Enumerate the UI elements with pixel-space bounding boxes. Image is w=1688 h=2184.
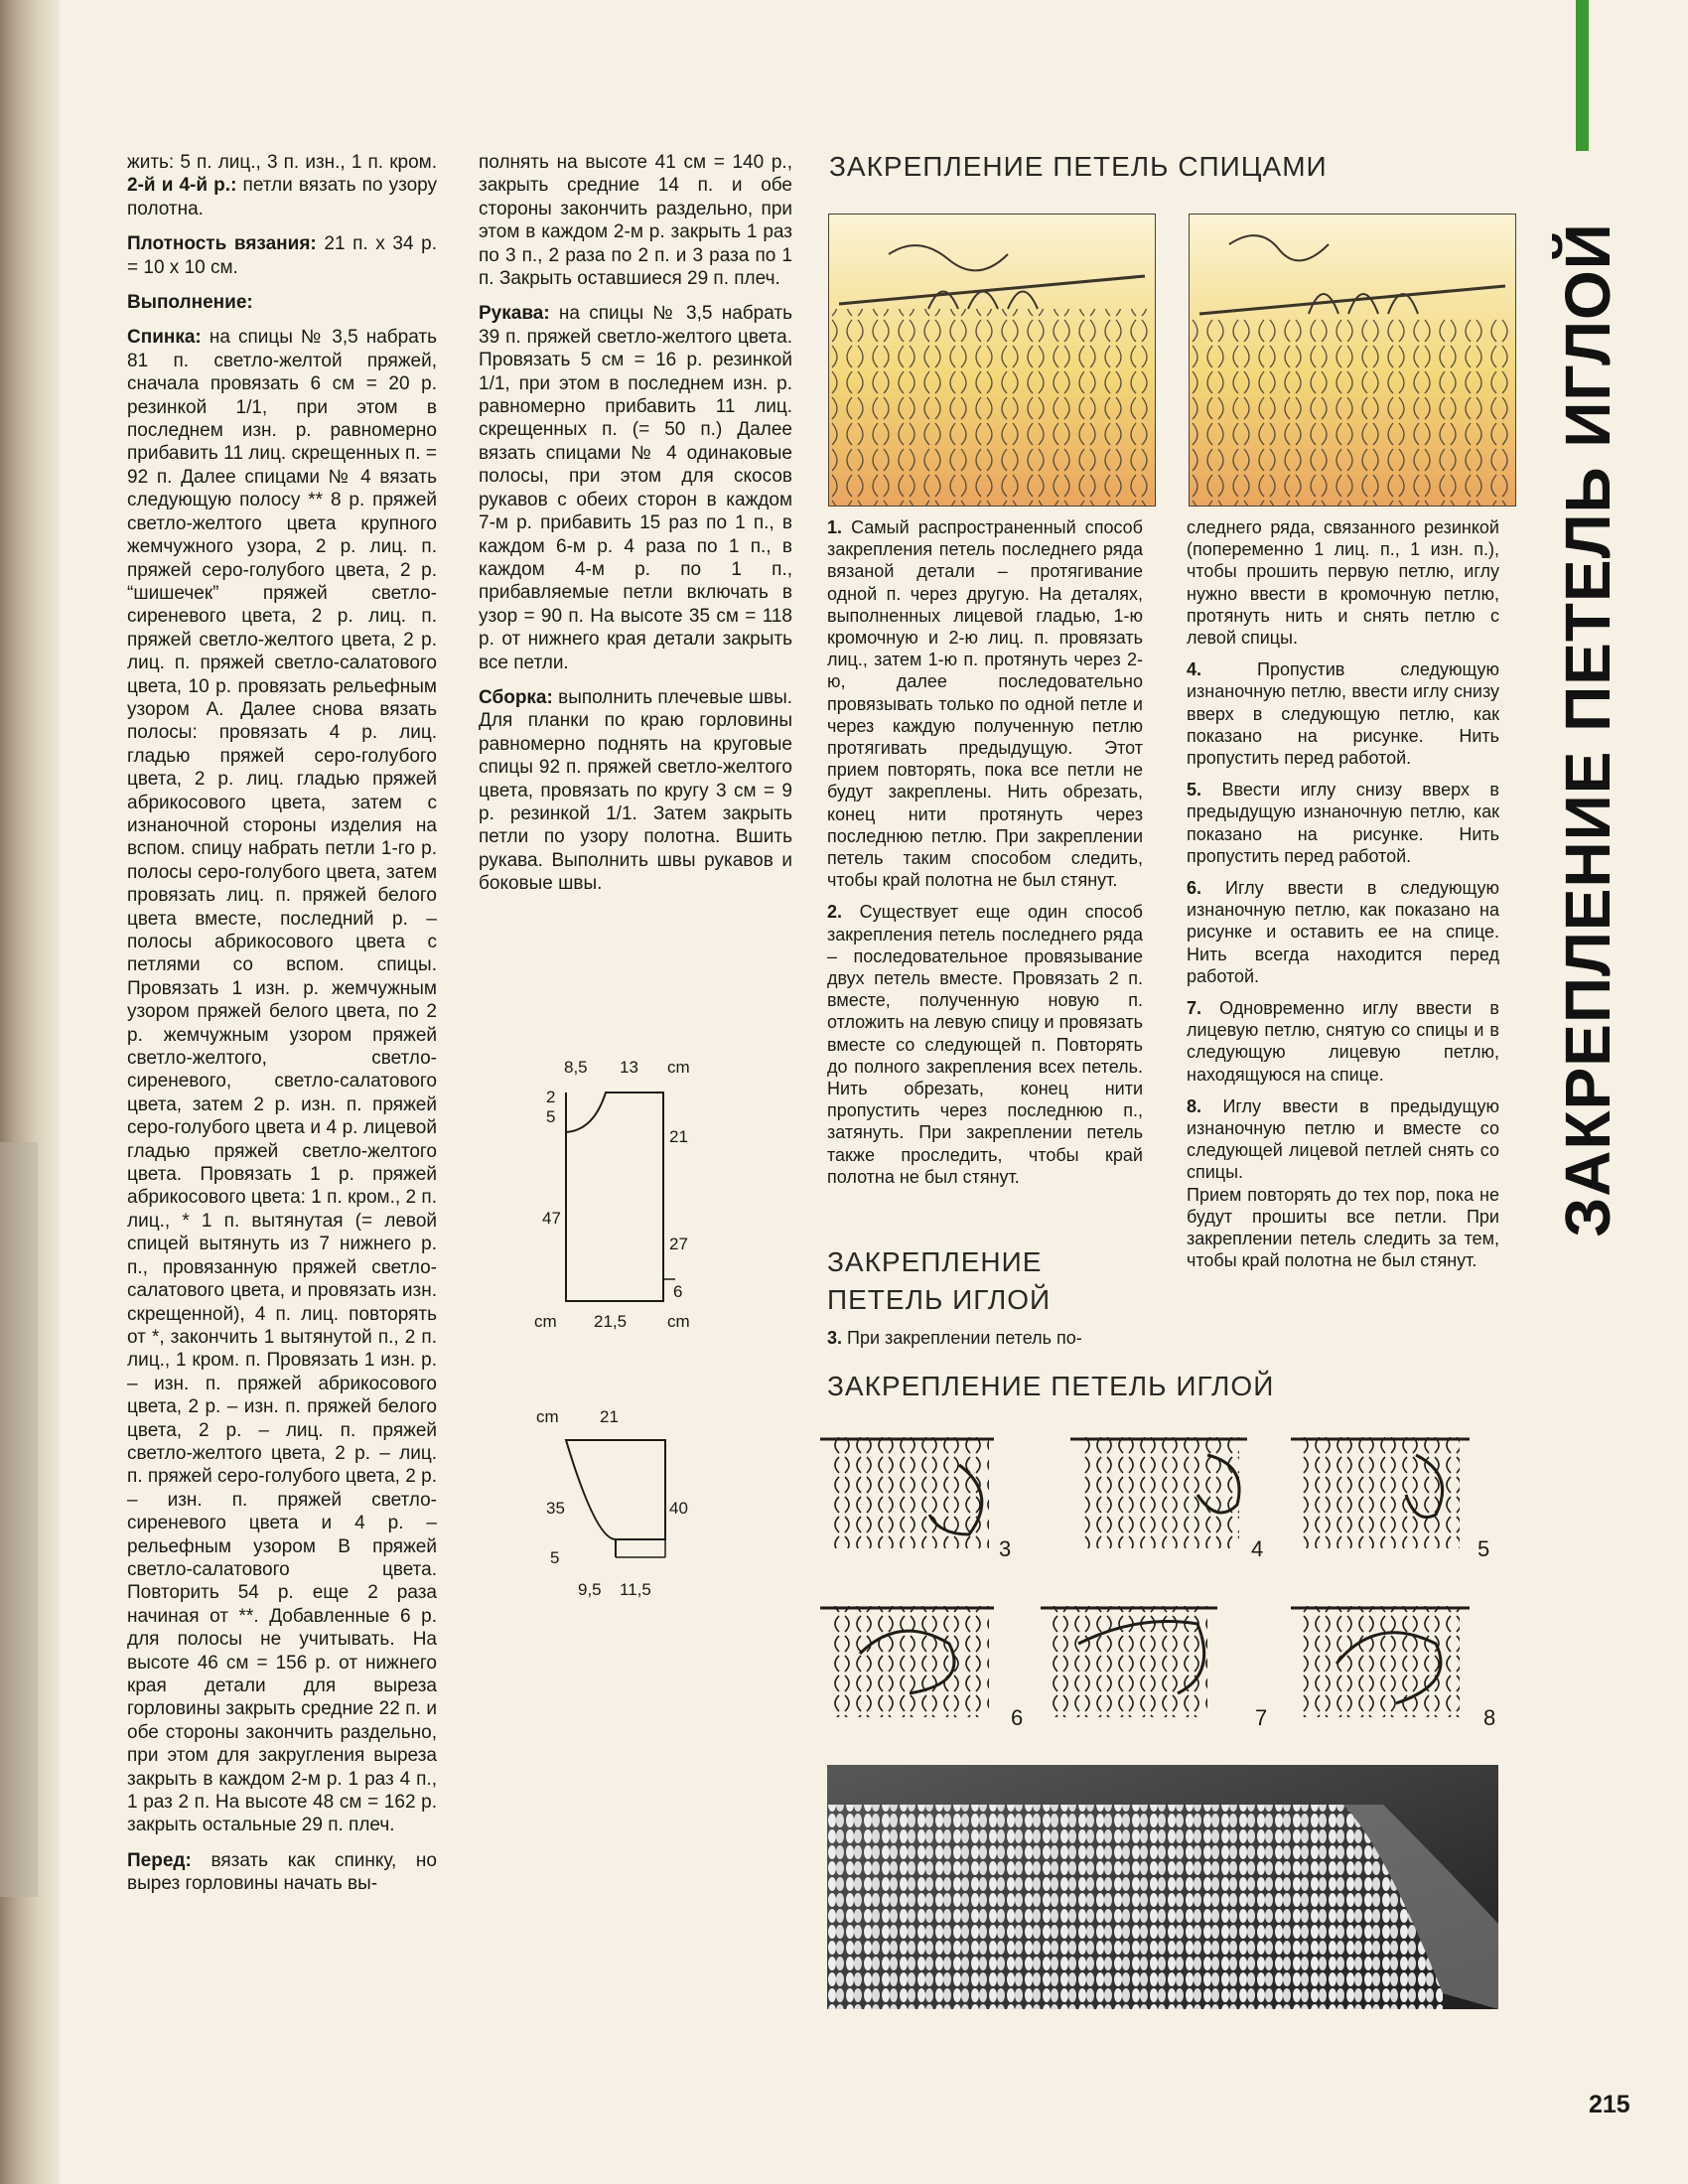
- sleeve-outline: [566, 1440, 665, 1557]
- execution-heading: [127, 291, 437, 314]
- step-number-4: 4: [1251, 1536, 1264, 1561]
- intro-rest: петли вязать по узору полотна.: [127, 175, 437, 219]
- body-label-left-47: 47: [542, 1209, 561, 1228]
- body-label-left-2: 2: [546, 1088, 556, 1106]
- sleeves-paragraph: [479, 302, 792, 674]
- step-3-text: При закреплении петель по-: [842, 1328, 1082, 1348]
- front-continued-paragraph: [479, 151, 792, 290]
- intro-paragraph: [127, 151, 437, 220]
- step-5-number: 5.: [1187, 780, 1202, 801]
- sleeve-label-right-40: 40: [669, 1499, 688, 1518]
- back-text: на спицы № 3,5 набрать 81 п. светло-желтой пряжей, сначала провязать 6 см = 20 р. резинкой 1/1, при этом в последнем изн. р. равномерно прибавить 11 лиц. скрещенных п. = 92 п. Далее спицами № 4 вязать следующую полосу ** 8 р. пряжей светло-желтого цвета крупного жемчужного узора, 2 р. лиц. п. пряжей серо-голубого цвета, 2 р. “шишечек” пряжей светло-сиреневого цвета, 2 р. лиц. п. пряжей светло-желтого цвета, 2 р. лиц. п. пряжей светло-салатового цвета, 10 р. провязать рельефным узором А. Далее снова вязать полосы: провязать 4 р. лиц. гладью пряжей серо-голубого цвета, 2 р. лиц. гладью пряжей абрикосового цвета, затем с изнаночной стороны изделия на вспом. спицу набрать петли 1-го р. полосы серо-голубого цвета, затем провязать лиц. п. пряжей белого цвета вместе, последний р. – полосы абрикосового цвета с петлями со вспом. спицы. Провязать 1 изн. р. жемчужным узором пряжей белого цвета, по 2 р. жемчужным узором пряжей светло-желтого, светло-сиреневого, светло-салатового цвета, затем 2 р. изн. п. пряжей серо-голубого цвета и 4 р. лицевой гладью пряжей светло-желтого цвета. Провязать 1 р. пряжей абрикосового цвета: 1 п. кром., 2 п. лиц., * 1 п. вытянутая (= левой спицей вытянуть из 7 нижнего р. п., провязанную пряжей светло-салатового цвета, и провязать изн. скрещенной), 4 п. лиц. повторять от *, закончить 1 вытянутой п., 2 п. лиц., 1 кром. п. Провязать 1 изн. р. – изн. п. пряжей абрикосового цвета, 2 р. – изн. п. пряжей белого цвета, 2 р. – лиц. п. пряжей светло-желтого цвета, 2 р. – лиц. п. пряжей серо-голубого цвета, 2 р. – изн. п. пряжей светло-сиреневого цвета и 4 р. – рельефным узором В пряжей светло-салатового цвета. Повторить 54 р. еще 2 раза начиная от **. Добавленные 6 р. для полосы не учитывать. На высоте 46 см = 156 р. от нижнего края детали для выреза горловины закрыть средние 22 п. и обе стороны закончить раздельно, при этом для закругления выреза закрыть в каждом 2-м р. 1 раз 4 п., 1 раз 2 п. На высоте 48 см = 162 р. закрыть остальные 29 п. плеч.: [127, 327, 437, 1836]
- sleeve-label-unit-top: cm: [536, 1407, 559, 1426]
- step-2-text: Существует еще один способ закрепления петель последнего ряда – последовательное провязывание двух петель вместе. Провязать 2 п. вместе, полученную новую п. отложить на левую спицу и провязать вместе со следующей п. Повторять до полного закрепления всех петель. Нить обрезать, конец нити пропустить через последнюю п., затянуть. При закреплении петель также проследить, чтобы край полотна не был стянут.: [827, 902, 1143, 1187]
- instructions-column-4: [1187, 516, 1499, 1282]
- back-label: Спинка:: [127, 327, 202, 349]
- page-number: 215: [1589, 2091, 1630, 2118]
- back-paragraph: [127, 326, 437, 1836]
- step-3-number: 3.: [827, 1328, 843, 1348]
- sleeve-label-bottom-right: 11,5: [620, 1580, 651, 1599]
- step-5-text: Ввести иглу снизу вверх в предыдущую изнаночную петлю, как показано на рисунке. Нить пропустить перед работой.: [1187, 780, 1499, 866]
- step-5-illustration: [1291, 1437, 1470, 1548]
- step-3-paragraph: [827, 1327, 1143, 1349]
- intro-text: жить: 5 п. лиц., 3 п. изн., 1 п. кром.: [127, 152, 437, 173]
- step-number-7: 7: [1255, 1705, 1268, 1730]
- body-label-right-6: 6: [673, 1282, 683, 1301]
- step-4-illustration: [1070, 1437, 1247, 1548]
- vertical-section-title: [1548, 159, 1627, 1301]
- body-label-left-5: 5: [546, 1107, 556, 1126]
- front-label: Перед:: [127, 1849, 192, 1871]
- sleeves-label: Рукава:: [479, 303, 550, 325]
- step-8-number: 8.: [1187, 1095, 1202, 1116]
- finished-edge-photo: [827, 1765, 1498, 2009]
- assembly-paragraph: [479, 686, 792, 896]
- sleeve-label-left-5: 5: [550, 1548, 560, 1567]
- step-4-text: Пропустив следующую изнаночную петлю, ввести иглу снизу вверх в следующую петлю, как показано на рисунке. Нить пропустить перед работой.: [1187, 659, 1499, 769]
- sleeve-label-top-width: 21: [600, 1407, 619, 1426]
- step-7-number: 7.: [1187, 998, 1202, 1019]
- sleeve-schematic: [516, 1400, 715, 1609]
- body-label-bottom-unit-right: cm: [667, 1312, 690, 1331]
- step-2-paragraph: [827, 901, 1143, 1188]
- front-paragraph: [127, 1849, 437, 1896]
- step-5-paragraph: [1187, 779, 1499, 867]
- step-number-5: 5: [1477, 1536, 1490, 1561]
- section-title-needle-bindoff: ЗАКРЕПЛЕНИЕ ПЕТЕЛЬ СПИЦАМИ: [829, 151, 1328, 182]
- sleeve-label-left-35: 35: [546, 1499, 565, 1518]
- step-2-number: 2.: [827, 902, 843, 923]
- body-label-unit-top: cm: [667, 1058, 690, 1077]
- step-3-continued-text: следнего ряда, связанного резинкой (попеременно 1 лиц. п., 1 изн. п.), чтобы прошить первую петлю, иглу нужно ввести в кромочную петлю, протянуть нить и снять петлю с левой спицы.: [1187, 517, 1499, 649]
- page-binding-edge: [0, 0, 60, 2184]
- density-paragraph: [127, 232, 437, 279]
- sewn-bindoff-steps-strip: [820, 1415, 1499, 1753]
- step-number-3: 3: [999, 1536, 1012, 1561]
- green-accent-bar: [1576, 0, 1589, 151]
- step-number-8: 8: [1483, 1705, 1496, 1730]
- step-4-paragraph: [1187, 658, 1499, 769]
- step-8-paragraph: [1187, 1095, 1499, 1272]
- step-4-number: 4.: [1187, 659, 1202, 680]
- instructions-column-1: [127, 151, 437, 1908]
- body-schematic: [516, 1053, 715, 1371]
- section-title-sewn-bindoff: ЗАКРЕПЛЕНИЕ ПЕТЕЛЬ ИГЛОЙ: [827, 1246, 1052, 1315]
- assembly-text: выполнить плечевые швы. Для планки по краю горловины равномерно поднять на круговые спицы 92 п. пряжей светло-желтого цвета, провязать по кругу 3 см = 9 р. резинкой 1/1. Затем закрыть петли по узору полотна. Вшить рукава. Выполнить швы рукавов и боковые швы.: [479, 686, 793, 895]
- body-label-bottom-width: 21,5: [594, 1312, 628, 1331]
- instructions-column-3-step3: [827, 1327, 1143, 1359]
- body-label-right-27: 27: [669, 1235, 688, 1253]
- vertical-section-title-text: ЗАКРЕПЛЕНИЕ ПЕТЕЛЬ ИГЛОЙ: [1552, 222, 1623, 1238]
- front-continued-text: полнять на высоте 41 см = 140 р., закрыть средние 14 п. и обе стороны закончить раздельно, при этом в каждом 2-м р. закрыть 1 раз по 3 п., 2 раза по 2 п. и 3 раза по 1 п. Закрыть оставшиеся 29 п. плеч.: [479, 152, 792, 290]
- step-6-text: Иглу ввести в следующую изнаночную петлю, как показано на рисунке и оставить ее на спице. Нить всегда находится перед работой.: [1187, 878, 1499, 986]
- step-7-paragraph: [1187, 997, 1499, 1086]
- bindoff-illustration-2: [1189, 214, 1516, 507]
- step-6-number: 6.: [1187, 878, 1202, 899]
- body-label-top-left: 8,5: [564, 1058, 588, 1077]
- sleeves-text: на спицы № 3,5 набрать 39 п. пряжей светло-желтого цвета. Провязать 5 см = 16 р. резинкой 1/1, при этом в последнем изн. р. равномерно прибавить 11 лиц. скрещенных п. (= 50 п.) Далее вязать спицами № 4 одинаковые полосы, при этом для скосов рукавов с обеих сторон в каждом 7-м р. прибавить 15 раз по 1 п., в каждом 6-м р. 4 раза по 1 п., в каждом 4-м р. по 1 п., прибавляемые петли включать в узор = 90 п. На высоте 35 см = 118 р. от нижнего края детали закрыть все петли.: [479, 303, 792, 673]
- front-text: вязать как спинку, но вырез горловины начать вы-: [127, 1849, 437, 1895]
- density-value: 21 п. x 34 р. = 10 x 10 см.: [127, 233, 437, 278]
- step-8-illustration: [1291, 1606, 1470, 1717]
- section-title-illustrations: ЗАКРЕПЛЕНИЕ ПЕТЕЛЬ ИГЛОЙ: [827, 1371, 1275, 1401]
- body-label-bottom-unit-left: cm: [534, 1312, 557, 1331]
- step-6-illustration: [820, 1606, 994, 1717]
- execution-heading-text: Выполнение:: [127, 292, 253, 314]
- step-7-illustration: [1041, 1606, 1217, 1717]
- body-label-right-21: 21: [669, 1127, 688, 1146]
- step-number-6: 6: [1011, 1705, 1024, 1730]
- step-1-paragraph: [827, 516, 1143, 891]
- bindoff-illustration-1: [828, 214, 1156, 507]
- final-note-text: Прием повторять до тех пор, пока не будут прошиты все петли. При закреплении петель следить за тем, чтобы край полотна не был стянут.: [1187, 1184, 1499, 1271]
- assembly-label: Сборка:: [479, 686, 553, 708]
- sleeve-label-bottom-left: 9,5: [578, 1580, 602, 1599]
- body-outline: [566, 1092, 663, 1301]
- step-1-number: 1.: [827, 517, 843, 537]
- body-label-top-right: 13: [620, 1058, 638, 1077]
- step-8-text: Иглу ввести в предыдущую изнаночную петлю и вместе со следующей лицевой петлей снять со спицы.: [1187, 1095, 1499, 1183]
- step-6-paragraph: [1187, 877, 1499, 987]
- intro-bold: 2-й и 4-й р.:: [127, 175, 237, 197]
- step-3-illustration: [820, 1437, 994, 1548]
- step-1-text: Самый распространенный способ закрепления петель последнего ряда вязаной детали – протягивание одной п. через другую. На деталях, выполненных лицевой гладью, 1-ю кромочную и 2-ю лиц. п. провязать лиц., затем 1-ю п. протянуть через 2-ю, далее последовательно провязывать только по одной петле и через каждую полученную петлю протягивать предыдущую. Этот прием повторять, пока все петли не будут закреплены. Нить обрезать, конец нити протянуть через последнюю петлю. При закреплении петель таким способом следить, чтобы край полотна не был стянут.: [827, 517, 1143, 891]
- step-3-continued-paragraph: [1187, 516, 1499, 649]
- density-label: Плотность вязания:: [127, 233, 317, 255]
- instructions-column-2: [479, 151, 792, 908]
- step-7-text: Одновременно иглу ввести в лицевую петлю, снятую со спицы и в следующую лицевую петлю, находящуюся на спице.: [1187, 998, 1499, 1085]
- instructions-column-3: [827, 516, 1143, 1198]
